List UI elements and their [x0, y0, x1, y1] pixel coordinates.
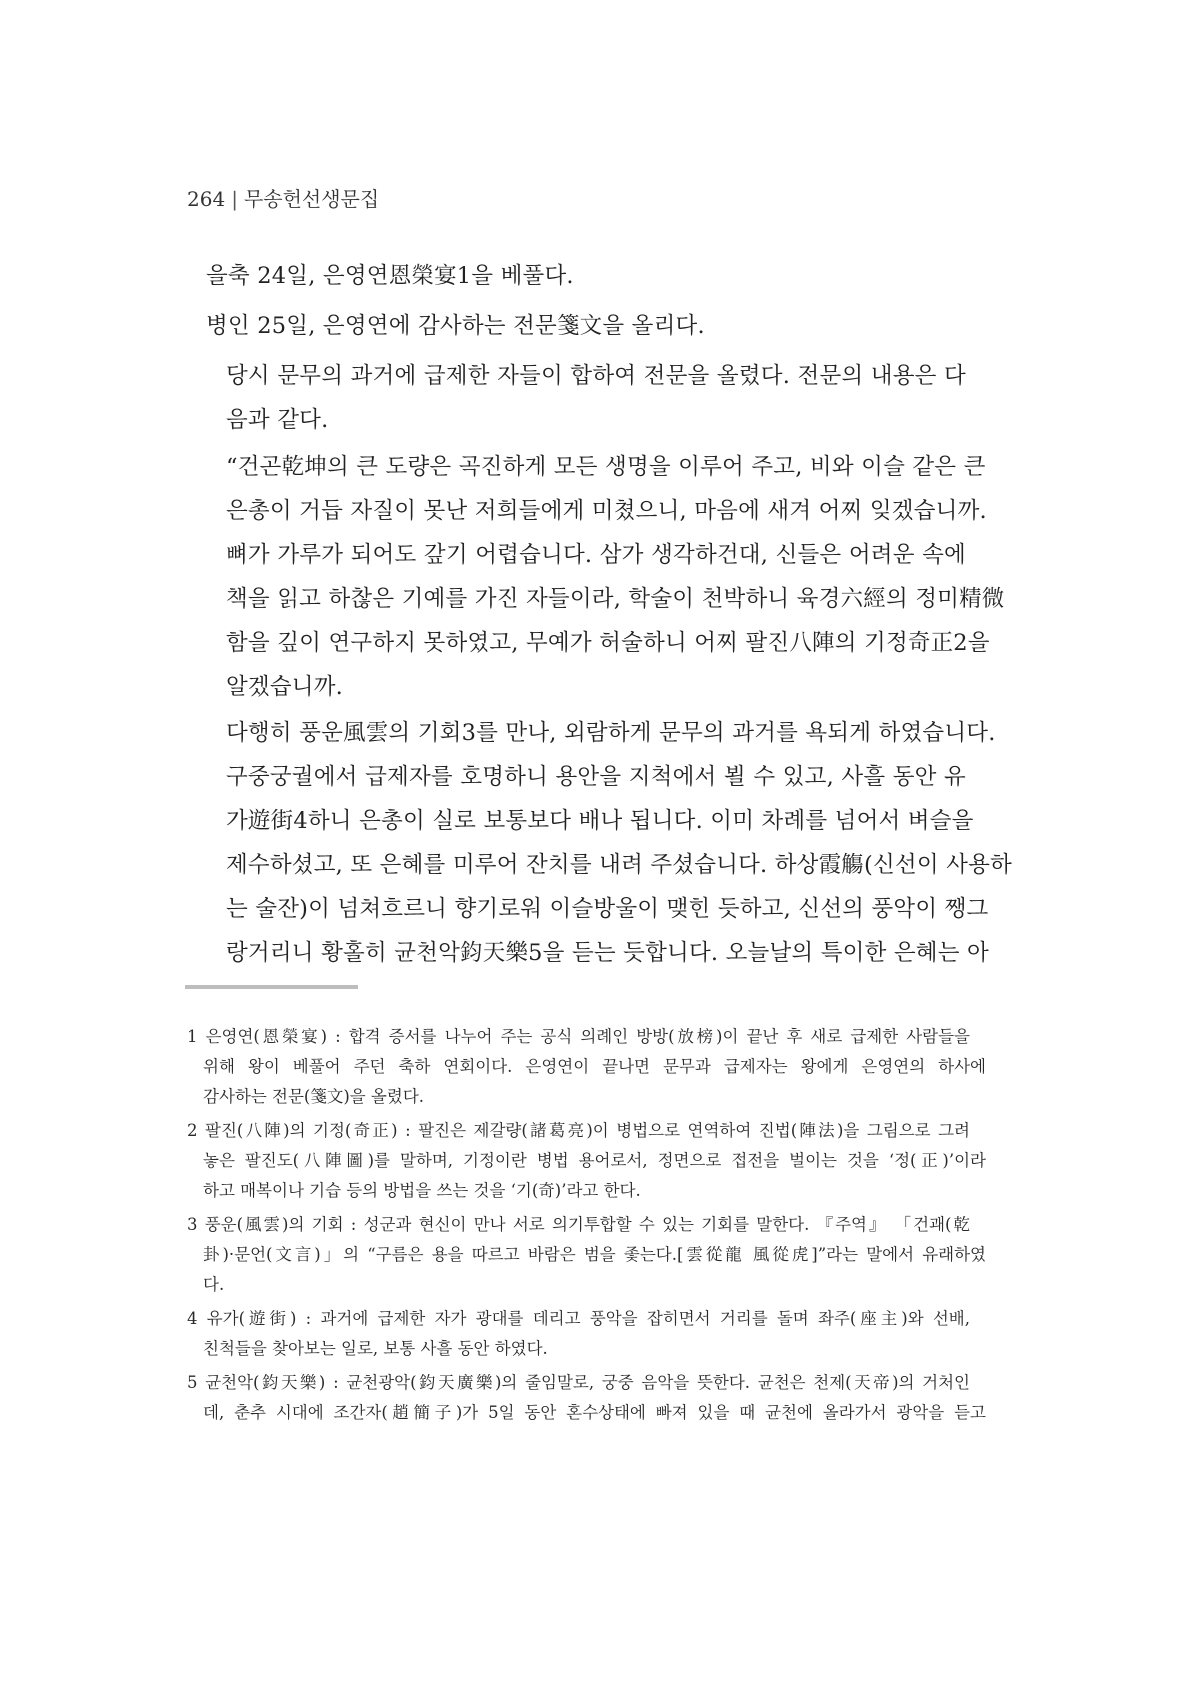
footnote-line: 3 풍운(風雲)의 기회 : 성군과 현신이 만나 서로 의기투합할 수 있는 기회를 말한다. 『주역』 「건괘(乾 — [187, 1215, 970, 1234]
footnote-line: 다. — [203, 1275, 225, 1294]
footnote-line: 4 유가(遊街) : 과거에 급제한 자가 광대를 데리고 풍악을 잡히면서 거리를 돌며 좌주(座主)와 선배, — [187, 1309, 970, 1328]
header-separator: | — [231, 187, 238, 211]
page-number: 264 — [187, 187, 226, 211]
footnote-line: 친척들을 찾아보는 일로, 보통 사흘 동안 하였다. — [203, 1339, 548, 1358]
body-line: 다행히 풍운風雲의 기회3를 만나, 외람하게 문무의 과거를 욕되게 하였습니다. — [226, 720, 996, 746]
footnote-line: 1 은영연(恩榮宴) : 합격 증서를 나누어 주는 공식 의례인 방방(放榜)이 끝난 후 새로 급제한 사람들을 — [187, 1027, 970, 1046]
body-line: 당시 문무의 과거에 급제한 자들이 합하여 전문을 올렸다. 전문의 내용은 다 — [226, 363, 966, 389]
body-line: 함을 깊이 연구하지 못하였고, 무예가 허술하니 어찌 팔진八陣의 기정奇正2을 — [226, 630, 990, 656]
body-line: 뼈가 가루가 되어도 갚기 어렵습니다. 삼가 생각하건대, 신들은 어려운 속에 — [226, 542, 966, 568]
body-line: 은총이 거듭 자질이 못난 저희들에게 미쳤으니, 마음에 새겨 어찌 잊겠습니까. — [226, 498, 987, 524]
body-line: 을축 24일, 은영연恩榮宴1을 베풀다. — [206, 263, 574, 289]
body-line: 책을 읽고 하찮은 기예를 가진 자들이라, 학술이 천박하니 육경六經의 정미精微 — [226, 586, 1005, 612]
body-line: 제수하셨고, 또 은혜를 미루어 잔치를 내려 주셨습니다. 하상霞觴(신선이 사용하 — [226, 852, 1012, 878]
footnote-line: 위해 왕이 베풀어 주던 축하 연회이다. 은영연이 끝나면 문무과 급제자는 왕에게 은영연의 하사에 — [203, 1057, 986, 1076]
footnote-line: 하고 매복이나 기습 등의 방법을 쓰는 것을 ‘기(奇)’라고 한다. — [203, 1181, 641, 1200]
footnote-line: 감사하는 전문(箋文)을 올렸다. — [203, 1087, 424, 1106]
body-line: “건곤乾坤의 큰 도량은 곡진하게 모든 생명을 이루어 주고, 비와 이슬 같은 큰 — [226, 454, 986, 480]
body-line: 랑거리니 황홀히 균천악鈞天樂5을 듣는 듯합니다. 오늘날의 특이한 은혜는 아 — [226, 940, 989, 966]
footnote-divider — [185, 985, 358, 989]
footnote-line: 5 균천악(鈞天樂) : 균천광악(鈞天廣樂)의 줄임말로, 궁중 음악을 뜻한다. 균천은 천제(天帝)의 거처인 — [187, 1373, 970, 1392]
footnote-line: 놓은 팔진도(八陣圖)를 말하며, 기정이란 병법 용어로서, 정면으로 접전을 벌이는 것을 ‘정(正)’이라 — [203, 1151, 986, 1170]
footnote-line: 卦)·문언(文言)」의 “구름은 용을 따르고 바람은 범을 좇는다.[雲從龍 風從虎]”라는 말에서 유래하였 — [203, 1245, 986, 1264]
body-line: 는 술잔)이 넘쳐흐르니 향기로워 이슬방울이 맺힌 듯하고, 신선의 풍악이 쨍그 — [226, 896, 989, 922]
body-line: 가遊街4하니 은총이 실로 보통보다 배나 됩니다. 이미 차례를 넘어서 벼슬을 — [226, 808, 974, 834]
running-header — [187, 183, 379, 212]
footnote-line: 2 팔진(八陣)의 기정(奇正) : 팔진은 제갈량(諸葛亮)이 병법으로 연역하여 진법(陣法)을 그림으로 그려 — [187, 1121, 970, 1140]
body-line: 병인 25일, 은영연에 감사하는 전문箋文을 올리다. — [206, 313, 705, 339]
footnote-line: 데, 춘추 시대에 조간자(趙簡子)가 5일 동안 혼수상태에 빠져 있을 때 균천에 올라가서 광악을 듣고 — [203, 1403, 986, 1422]
body-line: 알겠습니까. — [226, 674, 344, 700]
book-title: 무송헌선생문집 — [243, 187, 380, 211]
body-line: 구중궁궐에서 급제자를 호명하니 용안을 지척에서 뵐 수 있고, 사흘 동안 유 — [226, 764, 966, 790]
body-line: 음과 같다. — [226, 407, 329, 433]
